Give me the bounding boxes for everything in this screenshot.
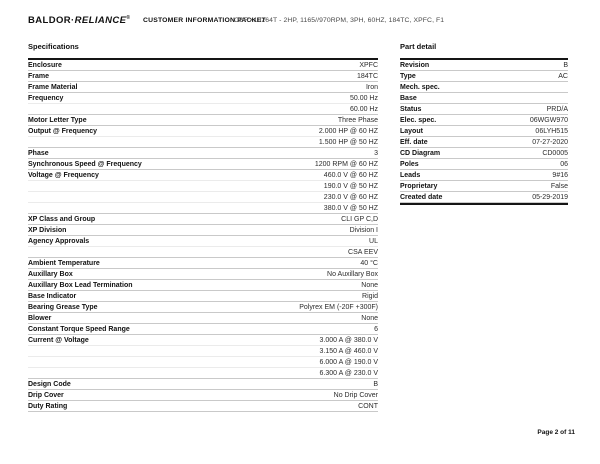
table-row bbox=[28, 126, 378, 137]
row-label: Elec. spec. bbox=[400, 116, 437, 124]
row-label: Frame Material bbox=[28, 83, 78, 91]
row-value: None bbox=[361, 314, 378, 322]
row-value: 40 °C bbox=[360, 259, 378, 267]
row-label: Mech. spec. bbox=[400, 83, 440, 91]
row-value: 1.500 HP @ 50 HZ bbox=[318, 138, 378, 146]
row-value: 06WGW970 bbox=[529, 116, 568, 124]
table-row bbox=[28, 368, 378, 379]
row-value: 1200 RPM @ 60 HZ bbox=[314, 160, 378, 168]
logo-brand-left: BALDOR bbox=[28, 15, 72, 27]
row-value: 460.0 V @ 60 HZ bbox=[323, 171, 378, 179]
specifications-title: Specifications bbox=[28, 42, 79, 51]
row-label: Status bbox=[400, 105, 422, 113]
table-row bbox=[400, 104, 568, 115]
table-row bbox=[28, 236, 378, 247]
table-row bbox=[28, 82, 378, 93]
row-label: Frequency bbox=[28, 94, 64, 102]
table-row bbox=[28, 291, 378, 302]
row-value: 9#16 bbox=[552, 171, 568, 179]
page-number: Page 2 of 11 bbox=[537, 429, 575, 436]
table-row bbox=[28, 269, 378, 280]
row-label: Duty Rating bbox=[28, 402, 68, 410]
table-row bbox=[28, 357, 378, 368]
row-label: Poles bbox=[400, 160, 419, 168]
table-row bbox=[28, 302, 378, 313]
table-row bbox=[28, 280, 378, 291]
table-row bbox=[28, 104, 378, 115]
row-value: B bbox=[563, 61, 568, 69]
row-value: 3.150 A @ 460.0 V bbox=[319, 347, 378, 355]
row-label: Eff. date bbox=[400, 138, 428, 146]
row-value: None bbox=[361, 281, 378, 289]
table-row bbox=[28, 60, 378, 71]
row-value: 6.300 A @ 230.0 V bbox=[319, 369, 378, 377]
row-value: 230.0 V @ 60 HZ bbox=[323, 193, 378, 201]
part-detail-title: Part detail bbox=[400, 42, 437, 51]
table-row bbox=[28, 346, 378, 357]
row-value: 07-27-2020 bbox=[532, 138, 568, 146]
row-value: 50.00 Hz bbox=[349, 94, 378, 102]
table-row bbox=[28, 390, 378, 401]
table-row bbox=[400, 181, 568, 192]
table-row bbox=[28, 93, 378, 104]
row-value: 3 bbox=[374, 149, 378, 157]
table-row bbox=[400, 93, 568, 104]
row-value: 06 bbox=[560, 160, 568, 168]
row-label: Bearing Grease Type bbox=[28, 303, 98, 311]
page-header bbox=[28, 15, 575, 27]
row-value: 2.000 HP @ 60 HZ bbox=[318, 127, 378, 135]
part-detail-rows bbox=[400, 58, 568, 205]
row-value: UL bbox=[369, 237, 378, 245]
table-row bbox=[400, 82, 568, 93]
specifications-rows bbox=[28, 58, 378, 412]
row-value: B bbox=[373, 380, 378, 388]
table-row bbox=[28, 247, 378, 258]
row-value: Polyrex EM (-20F +300F) bbox=[299, 303, 378, 311]
row-value: AC bbox=[558, 72, 568, 80]
table-row bbox=[28, 71, 378, 82]
document-title: CUSTOMER INFORMATION PACKET bbox=[143, 17, 266, 24]
row-label: XP Class and Group bbox=[28, 215, 96, 223]
row-value: 05-29-2019 bbox=[532, 193, 568, 201]
table-row bbox=[28, 115, 378, 126]
row-label: Synchronous Speed @ Frequency bbox=[28, 160, 142, 168]
row-value: CSA EEV bbox=[348, 248, 378, 256]
row-value: No Drip Cover bbox=[333, 391, 378, 399]
row-label: Phase bbox=[28, 149, 49, 157]
specifications-table bbox=[28, 42, 378, 412]
part-detail-table bbox=[400, 42, 568, 205]
row-label: Type bbox=[400, 72, 416, 80]
table-row bbox=[28, 225, 378, 236]
table-row bbox=[400, 115, 568, 126]
table-row bbox=[28, 170, 378, 181]
table-row bbox=[28, 401, 378, 412]
row-value: CD0005 bbox=[542, 149, 568, 157]
table-row bbox=[400, 137, 568, 148]
row-value: CLI GP C,D bbox=[341, 215, 378, 223]
row-value: PRD/A bbox=[546, 105, 568, 113]
row-label: Blower bbox=[28, 314, 52, 322]
table-row bbox=[28, 379, 378, 390]
logo-separator: · bbox=[71, 15, 75, 27]
row-value: False bbox=[550, 182, 568, 190]
table-row bbox=[28, 192, 378, 203]
table-row bbox=[28, 137, 378, 148]
row-label: XP Division bbox=[28, 226, 67, 234]
row-value: 60.00 Hz bbox=[349, 105, 378, 113]
table-row bbox=[400, 192, 568, 203]
table-row bbox=[28, 203, 378, 214]
row-label: Constant Torque Speed Range bbox=[28, 325, 130, 333]
row-label: Voltage @ Frequency bbox=[28, 171, 99, 179]
row-label: Motor Letter Type bbox=[28, 116, 87, 124]
row-label: CD Diagram bbox=[400, 149, 441, 157]
row-value: 6 bbox=[374, 325, 378, 333]
row-label: Frame bbox=[28, 72, 50, 80]
table-row bbox=[28, 148, 378, 159]
row-label: Agency Approvals bbox=[28, 237, 90, 245]
row-label: Created date bbox=[400, 193, 443, 201]
row-value: Three Phase bbox=[337, 116, 378, 124]
row-label: Proprietary bbox=[400, 182, 438, 190]
table-row bbox=[400, 71, 568, 82]
row-label: Drip Cover bbox=[28, 391, 64, 399]
row-value: Iron bbox=[365, 83, 378, 91]
row-label: Layout bbox=[400, 127, 423, 135]
product-code: CDRX18264T - 2HP, 1165//970RPM, 3PH, 60HZ, 184TC, XPFC, F1 bbox=[234, 17, 445, 24]
table-row bbox=[28, 324, 378, 335]
table-row bbox=[28, 159, 378, 170]
table-row bbox=[28, 335, 378, 346]
table-row bbox=[400, 159, 568, 170]
row-label: Revision bbox=[400, 61, 430, 69]
row-value: 190.0 V @ 50 HZ bbox=[323, 182, 378, 190]
row-value: No Auxillary Box bbox=[327, 270, 378, 278]
row-value: Division I bbox=[349, 226, 378, 234]
row-value: 184TC bbox=[356, 72, 378, 80]
row-label: Design Code bbox=[28, 380, 71, 388]
row-label: Base bbox=[400, 94, 417, 102]
baldor-reliance-logo bbox=[28, 15, 130, 26]
row-label: Auxillary Box Lead Termination bbox=[28, 281, 133, 289]
registered-trademark-icon: ® bbox=[126, 15, 131, 21]
row-value: 380.0 V @ 50 HZ bbox=[323, 204, 378, 212]
row-value: 06LYH515 bbox=[535, 127, 568, 135]
row-label: Auxillary Box bbox=[28, 270, 73, 278]
row-value: 6.000 A @ 190.0 V bbox=[319, 358, 378, 366]
table-row bbox=[400, 126, 568, 137]
row-value: XPFC bbox=[359, 61, 378, 69]
logo-brand-right: RELIANCE bbox=[74, 15, 127, 27]
row-label: Base Indicator bbox=[28, 292, 77, 300]
row-label: Enclosure bbox=[28, 61, 62, 69]
table-row bbox=[400, 170, 568, 181]
row-value: 3.000 A @ 380.0 V bbox=[319, 336, 378, 344]
row-value: CONT bbox=[358, 402, 378, 410]
table-row bbox=[28, 214, 378, 225]
row-label: Output @ Frequency bbox=[28, 127, 98, 135]
table-row bbox=[28, 258, 378, 269]
row-label: Ambient Temperature bbox=[28, 259, 100, 267]
table-row bbox=[28, 313, 378, 324]
table-row bbox=[400, 60, 568, 71]
row-label: Current @ Voltage bbox=[28, 336, 89, 344]
table-row bbox=[28, 181, 378, 192]
row-label: Leads bbox=[400, 171, 421, 179]
row-value: Rigid bbox=[362, 292, 378, 300]
table-row bbox=[400, 148, 568, 159]
